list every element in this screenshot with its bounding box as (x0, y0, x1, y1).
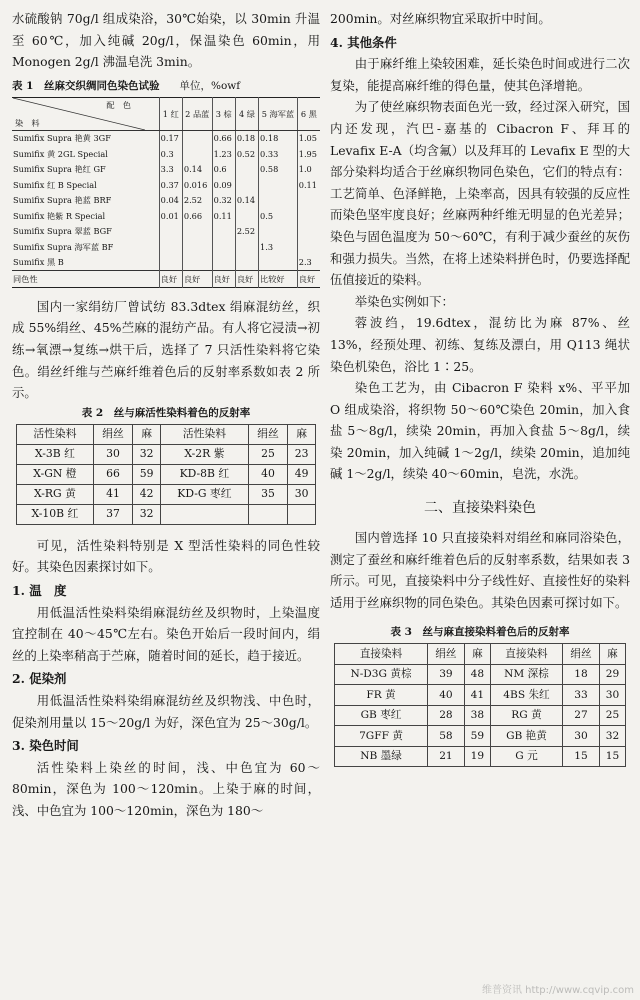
table-cell: 41 (464, 685, 490, 706)
table1-value (235, 162, 258, 178)
table2-row (17, 504, 316, 524)
table1-value: 0.58 (259, 162, 298, 178)
paragraph-continued: 200min。对丝麻织物宜采取折中时间。 (330, 11, 551, 26)
table1-title: 表 1 丝麻交织绸同色染色试验 (12, 79, 160, 92)
table1-value (235, 239, 258, 255)
table2-header: 活性染料 (161, 424, 249, 444)
table-cell (288, 504, 316, 524)
table-cell: 39 (428, 664, 465, 685)
table-cell: 25 (599, 705, 625, 726)
table-cell: 48 (464, 664, 490, 685)
paragraph-research: 为了使丝麻织物表面色光一致，经过深入研究，国内还发现，汽巴-嘉基的 Cibacron F、拜耳的 Levafix E-A（均含氟）以及拜耳的 Levafix E 型的大部分染料均适合于丝麻织物同色染色，它们的特点有：工艺简单、色泽鲜艳，上染率高，因具有较强的反应性而染色坚牢度良好；丝麻两种纤维无明显的色光差异；染色与固色温度为 50～60℃，有利于减少蚕丝的灰伤和强力损失。当然，在将上述染料拼色时，仍要选择配伍值接近的染料。 (330, 99, 630, 288)
table3-header-row (335, 644, 626, 665)
table-cell: NB 墨绿 (335, 746, 428, 767)
heading-promoter: 2. 促染剂 (12, 671, 67, 687)
table1-value: 0.17 (159, 130, 182, 146)
table1-value (182, 130, 212, 146)
table1-dye-name: Sumifix Supra 艳蓝 BRF (13, 195, 112, 206)
table2-caption: 表 2 丝与麻活性染料着色的反射率 (81, 406, 251, 419)
table3-header: 直接染料 (490, 644, 562, 665)
table-cell: NM 深棕 (490, 664, 562, 685)
table1-col-header: 1 红 (159, 97, 182, 130)
table1-value: 0.04 (159, 193, 182, 209)
table1-row (12, 239, 320, 255)
table2-row (17, 464, 316, 484)
table1-value: 1.95 (297, 146, 320, 162)
table1-corner-bottom: 染 料 (15, 117, 40, 128)
table-cell: 21 (428, 746, 465, 767)
table-cell: 59 (464, 726, 490, 747)
table1-col-header: 3 棕 (212, 97, 235, 130)
table1-value: 0.11 (212, 208, 235, 224)
table2-row (17, 484, 316, 504)
table1-dye-name: Sumifix 黄 2GL Special (13, 148, 108, 159)
table1-dye-name: Sumifix 黑 B (13, 257, 64, 268)
table-cell: 40 (248, 464, 287, 484)
table-cell: N-D3G 黄棕 (335, 664, 428, 685)
table1-value: 0.5 (259, 208, 298, 224)
table-cell: KD-8B 红 (161, 464, 249, 484)
table1-value (159, 224, 182, 240)
table3-row (335, 664, 626, 685)
paragraph-conclusion: 可见，活性染料特别是 X 型活性染料的同色性较好。其染色因素探讨如下。 (12, 537, 320, 575)
table1-unit: 单位，%owf (179, 79, 241, 92)
table1-dye-name: Sumifix 红 B Special (13, 179, 97, 190)
table1-value: 良好 (235, 271, 258, 288)
table2-header: 绢丝 (248, 424, 287, 444)
table1-value (297, 239, 320, 255)
table-cell: 7GFF 黄 (335, 726, 428, 747)
paragraph-promoter: 用低温活性染料染绢麻混纺丝及织物浅、中色时，促染剂用量以 15～20g/l 为好，深色宜为 25～30g/l。 (12, 692, 320, 730)
table1-value (212, 239, 235, 255)
table-cell: 28 (428, 705, 465, 726)
table-cell: 4BS 朱红 (490, 685, 562, 706)
paragraph-fabric: 蓉波绉，19.6dtex，混纺比为麻 87%、丝 13%，经预处理、初练、复练及漂白，用 Q113 绳状染色机染色，浴比 1∶25。 (330, 315, 630, 374)
table-cell: 23 (288, 444, 316, 464)
table1-corner-cell (12, 97, 159, 130)
table3-row (335, 746, 626, 767)
table1-value (259, 224, 298, 240)
table1-value: 0.37 (159, 177, 182, 193)
table1-dye-name: Sumifix 艳紫 R Special (13, 210, 106, 221)
table1-value: 1.0 (297, 162, 320, 178)
table-cell: X-3B 红 (17, 444, 94, 464)
table1-value: 0.09 (212, 177, 235, 193)
table1-col-header: 6 黑 (297, 97, 320, 130)
table-cell: 33 (563, 685, 600, 706)
table1-row (12, 255, 320, 271)
table-cell (161, 504, 249, 524)
table-cell: 15 (599, 746, 625, 767)
table3-header: 绢丝 (428, 644, 465, 665)
table1-row (12, 193, 320, 209)
table3-header: 直接染料 (335, 644, 428, 665)
table-cell: 58 (428, 726, 465, 747)
heading-dyeing-time: 3. 染色时间 (12, 738, 79, 754)
heading-other-conditions: 4. 其他条件 (330, 34, 397, 50)
table1-dye-name: Sumifix Supra 艳红 GF (13, 164, 106, 175)
table1-value: 良好 (159, 271, 182, 288)
table-cell: 32 (599, 726, 625, 747)
table3-header: 麻 (464, 644, 490, 665)
table1-colorfastness-row (12, 271, 320, 288)
right-column (330, 8, 630, 767)
table1-header-row (12, 97, 320, 130)
table1-value: 1.23 (212, 146, 235, 162)
paragraph-example-intro: 举染色实例如下： (354, 293, 454, 309)
intro-paragraph: 水硫酸钠 70g/l 组成染浴，30℃始染，以 30min 升温至 60℃，加入纯碱 20g/l，保温染色 60min，用 Monogen 2g/l 沸温皂洗 3min。 (12, 11, 320, 70)
table-cell: 41 (93, 484, 132, 504)
section-title-direct-dyes: 二、直接染料染色 (424, 500, 536, 517)
table1-value (182, 255, 212, 271)
table1-value: 0.33 (259, 146, 298, 162)
table2-header-row (17, 424, 316, 444)
table-cell: X-2R 紫 (161, 444, 249, 464)
table1-corner-top: 配 色 (106, 99, 131, 110)
table1-value (182, 239, 212, 255)
table1-value: 0.6 (212, 162, 235, 178)
table-cell: 35 (248, 484, 287, 504)
table1-caption (12, 79, 320, 94)
table1-value: 0.52 (235, 146, 258, 162)
table-cell (248, 504, 287, 524)
table3 (334, 643, 626, 767)
table1-value: 0.11 (297, 177, 320, 193)
table-cell: X-10B 红 (17, 504, 94, 524)
paragraph-direct-dyes: 国内曾选择 10 只直接染料对绢丝和麻同浴染色，测定了蚕丝和麻纤维着色后的反射率系数，结果如表 3 所示。可见，直接染料中分子线性好、直接性好的染料适用于丝麻织物的同色染色。其染色因素可探讨如下。 (330, 530, 630, 610)
table2-body (17, 444, 316, 524)
paragraph-dyeing-time: 活性染料上染丝的时间，浅、中色宜为 60～80min，深色为 100～120min。上染于麻的时间，浅、中色宜为 100～120min，深色为 180～ (12, 759, 320, 818)
table1-value (235, 255, 258, 271)
table3-header: 麻 (599, 644, 625, 665)
table3-header: 绢丝 (563, 644, 600, 665)
table3-row (335, 705, 626, 726)
table2-header: 活性染料 (17, 424, 94, 444)
table1-value: 1.3 (259, 239, 298, 255)
table2-header: 麻 (133, 424, 161, 444)
table1-row (12, 130, 320, 146)
table2-header: 绢丝 (93, 424, 132, 444)
table1-value: 0.016 (182, 177, 212, 193)
table1-value: 2.52 (182, 193, 212, 209)
table1-row (12, 177, 320, 193)
table1-col-header: 2 品蓝 (182, 97, 212, 130)
table1-dye-name: Sumifix Supra 艳黄 3GF (13, 133, 111, 144)
table1-value (159, 255, 182, 271)
table1-value: 0.18 (235, 130, 258, 146)
table1-value: 0.66 (212, 130, 235, 146)
table2 (16, 424, 316, 525)
table-cell: GB 艳黄 (490, 726, 562, 747)
table3-row (335, 726, 626, 747)
table-cell: 19 (464, 746, 490, 767)
table1-row (12, 162, 320, 178)
table3-body (335, 664, 626, 767)
watermark: 维普资讯 http://www.cqvip.com (481, 985, 634, 996)
table-cell: FR 黄 (335, 685, 428, 706)
table1-col-header: 4 绿 (235, 97, 258, 130)
table1-value (259, 177, 298, 193)
table1-col-header: 5 海军蓝 (259, 97, 298, 130)
table-cell: 37 (93, 504, 132, 524)
table1-value: 0.32 (212, 193, 235, 209)
table-cell: GB 枣红 (335, 705, 428, 726)
table1-value (212, 224, 235, 240)
table1-value (235, 177, 258, 193)
table1-value (159, 239, 182, 255)
table1-dye-name: Sumifix Supra 翠蓝 BGF (13, 226, 112, 237)
table1-value: 良好 (297, 271, 320, 288)
table1-value: 3.3 (159, 162, 182, 178)
table1-row (12, 146, 320, 162)
table-cell: 38 (464, 705, 490, 726)
table1-value: 0.66 (182, 208, 212, 224)
table-cell: 40 (428, 685, 465, 706)
paragraph-process: 染色工艺为，由 Cibacron F 染料 x%、平平加 O 组成染浴，将织物 50～60℃染色 20min，加入食盐 5～8g/l，续染 20min，再加入食盐 5～8g/l，续染 20min，加入纯碱 1～2g/l，续染 20min，追加纯碱 1～2g/l，续染 40～60min，皂洗，水洗。 (330, 380, 630, 482)
table1-body (12, 130, 320, 287)
table2-row (17, 444, 316, 464)
table1-value: 0.14 (235, 193, 258, 209)
table1-row (12, 208, 320, 224)
table-cell: 32 (133, 504, 161, 524)
table-cell: 30 (563, 726, 600, 747)
table-cell: 27 (563, 705, 600, 726)
table1-value (182, 146, 212, 162)
table-cell: X-RG 黄 (17, 484, 94, 504)
table1 (12, 97, 320, 288)
table3-row (335, 685, 626, 706)
table1-value: 0.14 (182, 162, 212, 178)
table1-row (12, 224, 320, 240)
table1-value: 0.3 (159, 146, 182, 162)
table1-value (182, 224, 212, 240)
table1-value (235, 208, 258, 224)
paragraph-silk-ramie: 国内一家绢纺厂曾试纺 83.3dtex 绢麻混纺丝，织成 55%绢丝、45%苎麻的混纺产品。有人将它浸渍→初练→氧漂→复练→烘干后，选择了 7 只活性染料将它染色。绢丝纤维与苎麻纤维着色后的反射率系数如表 2 所示。 (12, 298, 320, 401)
table1-value: 良好 (212, 271, 235, 288)
table-cell: 42 (133, 484, 161, 504)
paragraph-temperature: 用低温活性染料染绢麻混纺丝及织物时，上染温度宜控制在 40～45℃左右。染色开始后一段时间内，绢丝的上染率稍高于苎麻，随着时间的延长，趋于接近。 (12, 604, 320, 663)
table1-dye-name: Sumifix Supra 海军蓝 BF (13, 241, 114, 252)
table1-dye-name: 同色性 (12, 271, 159, 288)
table1-value: 比较好 (259, 271, 298, 288)
table1-value: 良好 (182, 271, 212, 288)
table1-value: 0.18 (259, 130, 298, 146)
table-cell: 18 (563, 664, 600, 685)
heading-temperature: 1. 温 度 (12, 582, 67, 598)
table-cell: RG 黄 (490, 705, 562, 726)
table-cell: 30 (93, 444, 132, 464)
table1-value: 2.52 (235, 224, 258, 240)
paragraph-other-conditions: 由于麻纤维上染较困难，延长染色时间或进行二次复染，能提高麻纤维的得色量，使其色泽增艳。 (330, 56, 630, 93)
table-cell: 15 (563, 746, 600, 767)
table-cell: 66 (93, 464, 132, 484)
table-cell: 32 (133, 444, 161, 464)
table1-value: 0.01 (159, 208, 182, 224)
table-cell: 49 (288, 464, 316, 484)
left-column (12, 8, 320, 821)
table1-value (297, 208, 320, 224)
table-cell: KD-G 枣红 (161, 484, 249, 504)
table-cell: 59 (133, 464, 161, 484)
table-cell: 30 (288, 484, 316, 504)
table1-value: 1.05 (297, 130, 320, 146)
table-cell: 29 (599, 664, 625, 685)
table3-caption: 表 3 丝与麻直接染料着色后的反射率 (390, 626, 570, 639)
table-cell: X-GN 橙 (17, 464, 94, 484)
table-cell: 30 (599, 685, 625, 706)
table1-value: 2.3 (297, 255, 320, 271)
table1-value (297, 193, 320, 209)
table1-value (259, 255, 298, 271)
table1-value (297, 224, 320, 240)
table-cell: G 元 (490, 746, 562, 767)
table1-value (212, 255, 235, 271)
table2-header: 麻 (288, 424, 316, 444)
table-cell: 25 (248, 444, 287, 464)
table1-value (259, 193, 298, 209)
